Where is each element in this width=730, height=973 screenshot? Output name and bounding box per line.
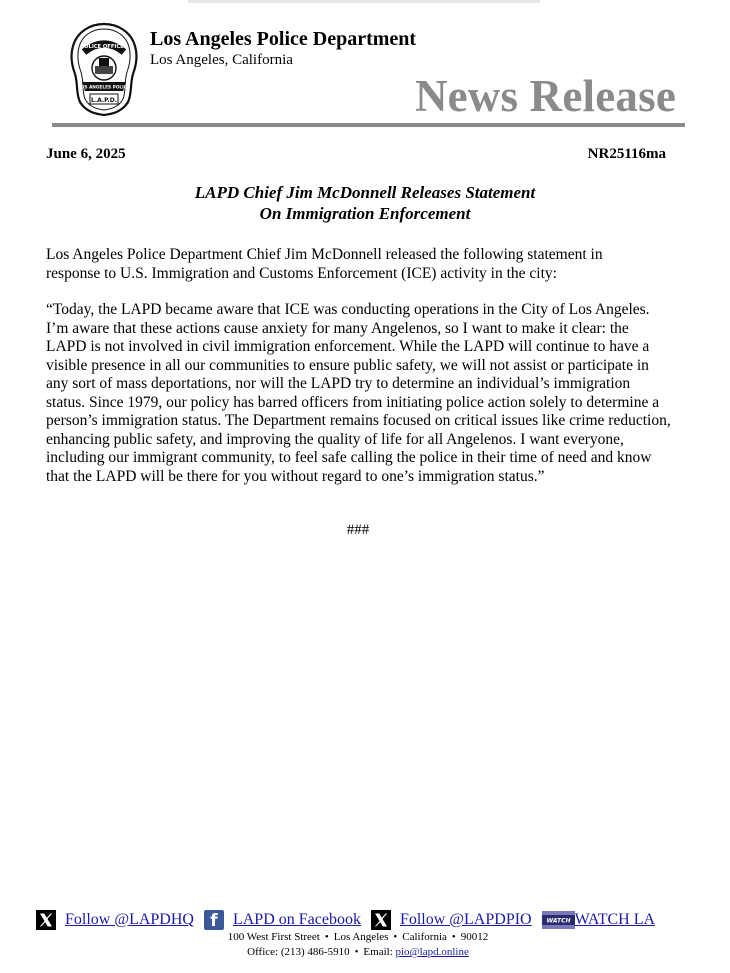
lapd-badge-logo: [68, 22, 140, 116]
badge-bottom-text: L.A.P.D.: [91, 97, 117, 104]
release-number: NR25116ma: [587, 146, 666, 162]
department-name: Los Angeles Police Department: [150, 28, 417, 50]
headline-line-1: LAPD Chief Jim McDonnell Releases Statement: [194, 183, 536, 202]
release-date: June 6, 2025: [46, 146, 126, 162]
bullet: •: [324, 931, 329, 943]
headline: [0, 182, 730, 224]
follow-lapdpio-link[interactable]: Follow @LAPDPIO: [399, 911, 532, 928]
headline-line-2: On Immigration Enforcement: [259, 204, 471, 223]
email-link[interactable]: pio@lapd.online: [395, 946, 469, 958]
follow-lapdhq-link[interactable]: Follow @LAPDHQ: [65, 911, 194, 928]
address-state: California: [402, 931, 447, 943]
department-city: Los Angeles, California: [150, 52, 293, 68]
top-strip: [188, 0, 540, 3]
badge-top-text: POLICE OFFICER: [80, 44, 128, 50]
footer-address: [0, 931, 716, 943]
x-icon[interactable]: [36, 910, 56, 930]
bullet: •: [354, 946, 359, 958]
address-city: Los Angeles: [333, 931, 389, 943]
x-icon[interactable]: [371, 910, 391, 930]
bullet: •: [451, 931, 456, 943]
office-phone: Office: (213) 486-5910: [247, 946, 350, 958]
footer-contact: [0, 946, 716, 958]
news-release-banner: News Release: [414, 71, 676, 121]
watch-la-icon[interactable]: [542, 911, 575, 929]
watch-la-link[interactable]: WATCH LA: [574, 911, 656, 928]
header-rule: [52, 123, 685, 127]
address-zip: 90012: [460, 931, 489, 943]
watch-logo-text: WATCH: [546, 917, 571, 925]
end-mark: ###: [346, 522, 370, 538]
social-links: [36, 909, 655, 931]
intro-paragraph: Los Angeles Police Department Chief Jim McDonnell released the following statement in response to U.S. Immigration and Customs Enforcement (ICE) activity in the city:: [46, 246, 603, 282]
bullet: •: [393, 931, 398, 943]
email-label: Email:: [363, 946, 393, 958]
facebook-icon[interactable]: f: [204, 910, 224, 930]
address-street: 100 West First Street: [227, 931, 320, 943]
statement-paragraph: “Today, the LAPD became aware that ICE was conducting operations in the City of Los Angeles. I’m aware that these actions cause anxiety for many Angelenos, so I want to make it clear: the LAPD is not involved in civil immigration enforcement. While the LAPD will continue to have a visible presence in all our communities to ensure public safety, we will not assist or participate in any sort of mass deportations, nor will the LAPD try to determine an individual’s immigration status. Since 1979, our policy has barred officers from initiating police action solely to determine a person’s immigration status. The Department remains focused on critical issues like crime reduction, enhancing public safety, and improving the quality of life for all Angelenos. I want everyone, including our immigrant community, to feel safe calling the police in their time of need and know that the LAPD will be there for you without regard to one’s immigration status.”: [46, 301, 671, 485]
badge-band-text: LOS ANGELES POLICE: [78, 85, 130, 91]
lapd-facebook-link[interactable]: LAPD on Facebook: [232, 911, 361, 928]
